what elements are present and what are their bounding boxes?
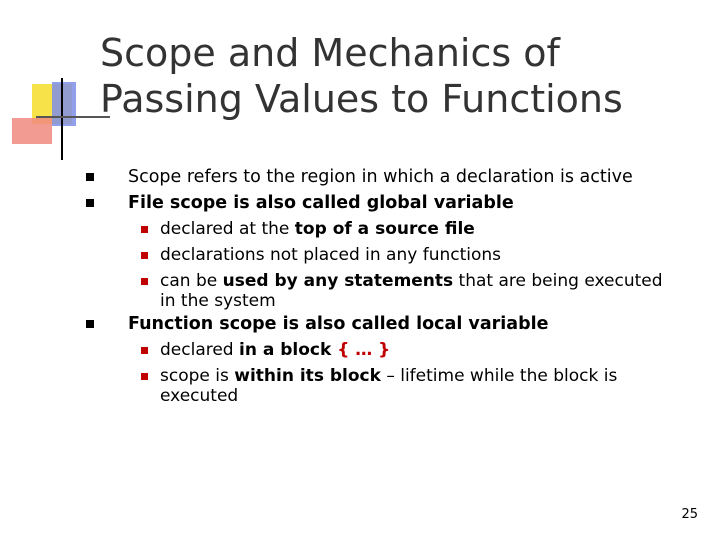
sub-bullet-text-pre: declared at the [160, 219, 295, 239]
deco-blue-square [52, 82, 76, 126]
sub-bullet-scope-within-block [86, 363, 696, 406]
sub-bullet-text-pre: can be [160, 271, 223, 291]
bullet-scope-definition [86, 164, 696, 190]
square-bullet-icon [141, 373, 148, 380]
sub-bullet-text: declarations not placed in any functions [160, 245, 502, 265]
square-bullet-icon [86, 173, 94, 181]
sub-bullet-declarations-not-placed [86, 242, 696, 268]
deco-red-square [12, 118, 52, 144]
sub-bullet-text-bold: in a block [239, 340, 338, 360]
sub-bullet-declared-in-block [86, 337, 696, 363]
page-number: 25 [681, 507, 698, 522]
sub-bullet-text-pre: declared [160, 340, 240, 360]
sub-bullet-text-pre: scope is [160, 366, 235, 386]
sub-bullet-text-bold: used by any statements [222, 271, 454, 291]
bullet-text: Scope refers to the region in which a declaration is active [128, 167, 633, 187]
bullet-file-scope [86, 190, 696, 216]
square-bullet-icon [86, 320, 94, 328]
sub-bullet-text-post: – lifetime while the block is [380, 366, 618, 386]
decorative-corner-graphic [0, 0, 110, 170]
square-bullet-icon [141, 252, 148, 259]
sub-bullet-declared-top [86, 216, 696, 242]
sub-bullet-text-bold: top of a source file [294, 219, 475, 239]
square-bullet-icon [141, 278, 148, 285]
sub-bullet-text-braces: { … } [337, 340, 391, 360]
sub-bullet-used-by-any [86, 268, 696, 311]
square-bullet-icon [141, 226, 148, 233]
bullet-function-scope [86, 311, 696, 337]
sub-bullet-text-bold: within its block [234, 366, 381, 386]
bullet-list [86, 164, 696, 406]
bullet-text: Function scope is also called local variable [128, 314, 549, 334]
square-bullet-icon [141, 347, 148, 354]
square-bullet-icon [86, 199, 94, 207]
sub-bullet-text-continuation: in the system [160, 291, 276, 311]
sub-bullet-text-post: that are being executed [453, 271, 663, 291]
slide-title-line-1: Scope and Mechanics of [100, 31, 560, 75]
slide-title-line-2: Passing Values to Functions [100, 77, 623, 121]
bullet-text: File scope is also called global variable [128, 193, 514, 213]
sub-bullet-text-continuation: executed [160, 386, 239, 406]
slide-title [100, 30, 700, 122]
